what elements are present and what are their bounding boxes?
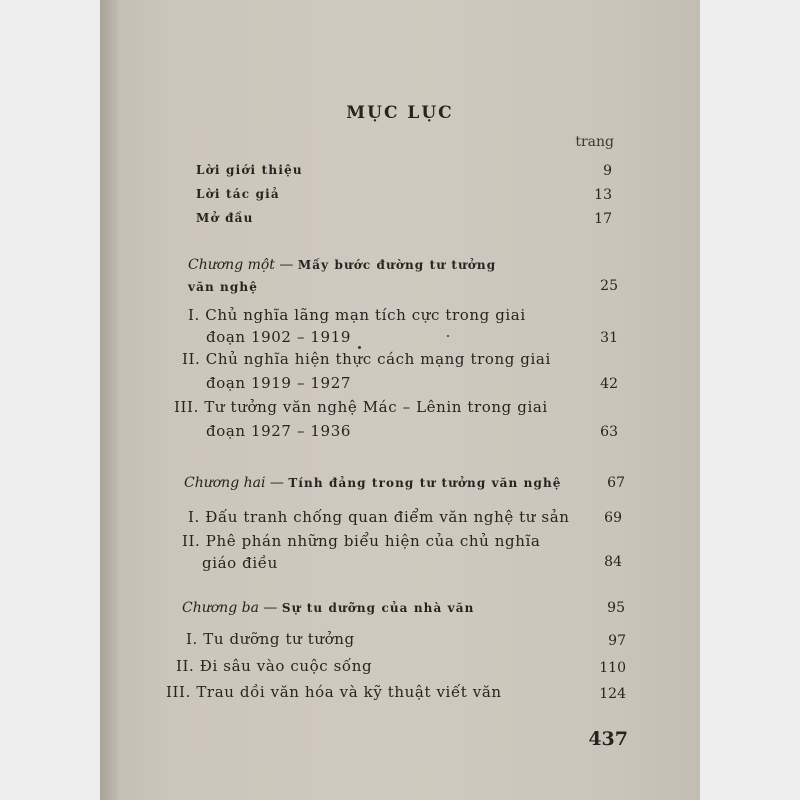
section-title-cont: đoạn 1919 – 1927 — [206, 374, 351, 392]
chapter-title: Tính đảng trong tư tưởng văn nghệ — [288, 476, 562, 490]
chapter-title: Sự tu dưỡng của nhà văn — [281, 601, 475, 615]
page-number: 437 — [588, 728, 628, 750]
front-matter-page: 9 — [603, 163, 612, 179]
chapter-label: Chương ba — [182, 600, 259, 616]
chapter-heading — [182, 600, 474, 616]
section-title: Tu dưỡng tư tưởng — [203, 630, 355, 648]
section-title: Chủ nghĩa hiện thực cách mạng trong giai — [205, 350, 551, 368]
chapter-page: 95 — [607, 600, 625, 616]
section-page: 110 — [599, 660, 626, 676]
chapter-dash: — — [258, 600, 282, 616]
section-title: Tư tưởng văn nghệ Mác – Lênin trong giai — [204, 398, 548, 416]
section-page: 84 — [604, 554, 622, 570]
front-matter-label: Mở đầu — [196, 211, 254, 225]
section-number: I. — [188, 508, 200, 526]
front-matter-page: 17 — [594, 211, 612, 227]
page-column-header: trang — [575, 134, 614, 150]
section-entry — [188, 508, 570, 526]
section-entry — [186, 630, 355, 648]
section-title-cont: đoạn 1927 – 1936 — [206, 422, 351, 440]
chapter-heading — [188, 257, 496, 273]
book-page — [100, 0, 700, 800]
chapter-heading-cont — [188, 279, 258, 295]
section-title: Đấu tranh chống quan điểm văn nghệ tư sản — [205, 508, 570, 526]
chapter-dash: — — [274, 257, 298, 273]
front-matter-label: Lời giới thiệu — [196, 163, 303, 177]
print-speck — [447, 335, 449, 337]
section-entry — [188, 306, 526, 324]
chapter-dash: — — [265, 475, 289, 491]
front-matter-label: Lời tác giả — [196, 187, 280, 201]
section-entry — [166, 683, 502, 701]
toc-title: MỤC LỤC — [346, 103, 454, 123]
section-number: II. — [176, 657, 195, 675]
print-speck — [358, 346, 361, 349]
chapter-heading — [184, 475, 562, 491]
section-entry — [182, 350, 551, 368]
section-page: 42 — [600, 376, 618, 392]
chapter-page: 67 — [607, 475, 625, 491]
chapter-label: Chương hai — [184, 475, 266, 491]
section-title-cont: đoạn 1902 – 1919 — [206, 328, 351, 346]
section-page: 97 — [608, 633, 626, 649]
front-matter-page: 13 — [594, 187, 612, 203]
section-title: Trau dồi văn hóa và kỹ thuật viết văn — [196, 683, 502, 701]
chapter-title-cont: văn nghệ — [188, 280, 258, 294]
section-entry — [176, 657, 372, 675]
section-number: II. — [182, 532, 201, 550]
section-number: I. — [188, 306, 200, 324]
section-title: Đi sâu vào cuộc sống — [199, 657, 373, 675]
chapter-label: Chương một — [188, 257, 275, 273]
section-page: 63 — [600, 424, 618, 440]
section-number: II. — [182, 350, 201, 368]
section-number: III. — [166, 683, 191, 701]
chapter-page: 25 — [600, 278, 618, 294]
section-title: Chủ nghĩa lãng mạn tích cực trong giai — [205, 306, 526, 324]
section-title-cont: giáo điều — [202, 554, 278, 572]
section-entry — [174, 398, 548, 416]
section-number: III. — [174, 398, 199, 416]
section-page: 31 — [600, 330, 618, 346]
chapter-title: Mấy bước đường tư tưởng — [297, 258, 497, 272]
section-title: Phê phán những biểu hiện của chủ nghĩa — [205, 532, 541, 550]
section-entry — [182, 532, 540, 550]
section-page: 69 — [604, 510, 622, 526]
section-number: I. — [186, 630, 198, 648]
section-page: 124 — [599, 686, 626, 702]
